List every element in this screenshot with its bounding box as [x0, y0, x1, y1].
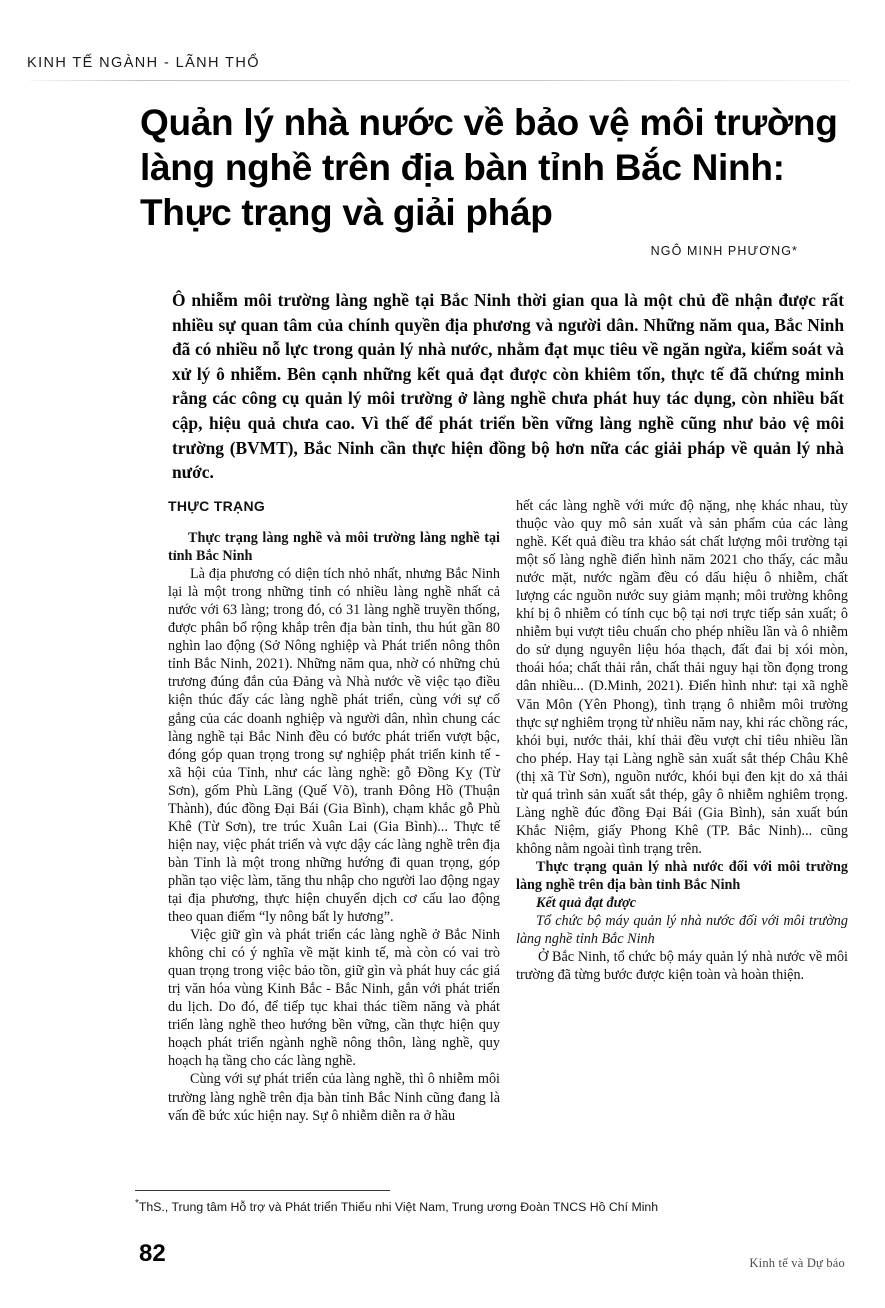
paragraph: hết các làng nghề với mức độ nặng, nhẹ khác nhau, tùy thuộc vào quy mô sản xuất và sản phẩm của các làng nghề. Kết quả điều tra khảo sát chất lượng môi trường tại một số làng nghề điển hình năm 2021 cho thấy, các mẫu nước mặt, nước ngầm đều có dấu hiệu ô nhiễm, chất lượng các nguồn nước suy giảm mạnh; môi trường không khí bị ô nhiễm có tính cục bộ tại nơi trực tiếp sản xuất; ô nhiễm bụi vượt tiêu chuẩn cho phép nhiều lần và ô nhiễm do sử dụng nguyên liệu hóa thạch, đất đai bị xói mòn, thoái hóa; chất thải rắn, chất thải nguy hại tồn đọng trong dân nhiều... (D.Minh, 2021). Điển hình như: tại xã nghề Văn Môn (Yên Phong), tình trạng ô nhiễm môi trường thực sự nghiêm trọng từ nhiều năm nay, khi rác chồng rác, khói bụi, nước thải, khí thải đều vượt chỉ tiêu nhiều lần cho phép. Hay tại Làng nghề sản xuất sắt thép Châu Khê (thị xã Từ Sơn), nguồn nước, khói bụi đen kịt do xả thải từ quá trình sản xuất sắt thép, gây ô nhiễm nghiêm trọng. Làng nghề đúc đồng Đại Bái (Gia Bình), sản xuất bún Khắc Niệm, giấy Phong Khê (TP. Bắc Ninh)... cũng không nằm ngoài tình trạng trên.: [516, 498, 848, 857]
subheading-to-chuc-bo-may: Tổ chức bộ máy quản lý nhà nước đối với môi trường làng nghề tỉnh Bắc Ninh: [516, 913, 848, 948]
title-block: [140, 100, 840, 258]
subheading-quan-ly-nha-nuoc: Thực trạng quản lý nhà nước đối với môi trường làng nghề trên địa bàn tỉnh Bắc Ninh: [516, 858, 848, 893]
article-title-line-3: Thực trạng và giải pháp: [140, 192, 553, 233]
running-head: KINH TẾ NGÀNH - LÃNH THỔ: [27, 55, 260, 71]
article-title-line-1: Quản lý nhà nước về bảo vệ môi trường: [140, 102, 838, 143]
body-column-right: [516, 497, 848, 984]
header-divider: [30, 80, 850, 81]
journal-name: Kinh tế và Dự báo: [749, 1256, 845, 1270]
page-number: 82: [139, 1240, 166, 1267]
paragraph: Việc giữ gìn và phát triển các làng nghề ở Bắc Ninh không chỉ có ý nghĩa về mặt kinh tế, mà còn có vai trò quan trọng trong việc bảo tồn, giữ gìn và phát huy các giá trị văn hóa vùng Kinh Bắc - Bắc Ninh, gắn với phát triển du lịch. Do đó, để tiếp tục khai thác tiềm năng và phát triển làng nghề theo hướng bền vững, cần thực hiện quy hoạch phát triển ngành nghề nông thôn, làng nghề, quy hoạch hạ tầng cho các làng nghề.: [168, 927, 500, 1070]
footnote-marker: *: [135, 1198, 139, 1209]
footnote-divider: [135, 1190, 390, 1191]
abstract-text: Ô nhiễm môi trường làng nghề tại Bắc Ninh thời gian qua là một chủ đề nhận được rất nhiều sự quan tâm của chính quyền địa phương và người dân. Những năm qua, Bắc Ninh đã có nhiều nỗ lực trong quản lý nhà nước, nhằm đạt mục tiêu về ngăn ngừa, kiểm soát và xử lý ô nhiễm. Bên cạnh những kết quả đạt được còn khiêm tốn, thực tế đã chứng minh rằng các công cụ quản lý môi trường ở làng nghề chưa phát huy tác dụng, còn nhiều bất cập, hiệu quả chưa cao. Vì thế để phát triển bền vững làng nghề cũng như bảo vệ môi trường (BVMT), Bắc Ninh cần thực hiện đồng bộ hơn nữa các giải pháp về quản lý nhà nước.: [172, 290, 844, 483]
footnote: [135, 1196, 835, 1215]
paragraph: Là địa phương có diện tích nhỏ nhất, nhưng Bắc Ninh lại là một trong những tỉnh có nhiều làng nghề nhất cả nước với 63 làng; trong đó, có 31 làng nghề truyền thống, được phân bổ rộng khắp trên địa bàn tỉnh, thu hút gần 80 nghìn lao động (Sở Nông nghiệp và Phát triển nông thôn tỉnh Bắc Ninh, 2021). Những năm qua, nhờ có những chủ trương đúng đắn của Đảng và Nhà nước về việc tạo điều kiện thúc đẩy các làng nghề phát triển, cùng với sự cố gắng của các doanh nghiệp và người dân, nhìn chung các làng nghề tại Bắc Ninh đều có bước phát triển vượt bậc, đóng góp quan trọng trong sự nghiệp phát triển kinh tế - xã hội của Tỉnh, như các làng nghề: gỗ Đồng Kỵ (Từ Sơn), gốm Phù Lãng (Quế Võ), tranh Đông Hồ (Thuận Thành), đúc đồng Đại Bái (Gia Bình), chạm khắc gỗ Phù Khê (Từ Sơn), tre trúc Xuân Lai (Gia Bình)... Thực tế hiện nay, việc phát triển và vực dậy các làng nghề trên địa bàn Tỉnh là một trong những hướng đi quan trọng, góp phần tạo việc làm, tăng thu nhập cho người lao động ngay tại địa phương, thực hiện chuyển dịch cơ cấu lao động theo quan điểm “ly nông bất ly hương”.: [168, 566, 500, 926]
author-byline: NGÔ MINH PHƯƠNG*: [650, 244, 798, 258]
paragraph: Cùng với sự phát triển của làng nghề, thì ô nhiễm môi trường làng nghề trên địa bàn tỉnh Bắc Ninh cũng đang là vấn đề bức xúc hiện nay. Sự ô nhiễm diễn ra ở hầu: [168, 1071, 500, 1124]
subheading-ket-qua-dat-duoc: Kết quả đạt được: [536, 895, 637, 912]
article-title-line-2: làng nghề trên địa bàn tỉnh Bắc Ninh:: [140, 147, 785, 188]
subheading-lang-nghe: Thực trạng làng nghề và môi trường làng nghề tại tỉnh Bắc Ninh: [168, 530, 500, 565]
paragraph: Ở Bắc Ninh, tổ chức bộ máy quản lý nhà nước về môi trường đã từng bước được kiện toàn và hoàn thiện.: [516, 949, 848, 984]
footnote-text: ThS., Trung tâm Hỗ trợ và Phát triển Thiếu nhi Việt Nam, Trung ương Đoàn TNCS Hồ Chí Minh: [138, 1200, 659, 1215]
section-heading-thuc-trang: THỰC TRẠNG: [168, 498, 266, 514]
body-column-left: [168, 497, 500, 1125]
